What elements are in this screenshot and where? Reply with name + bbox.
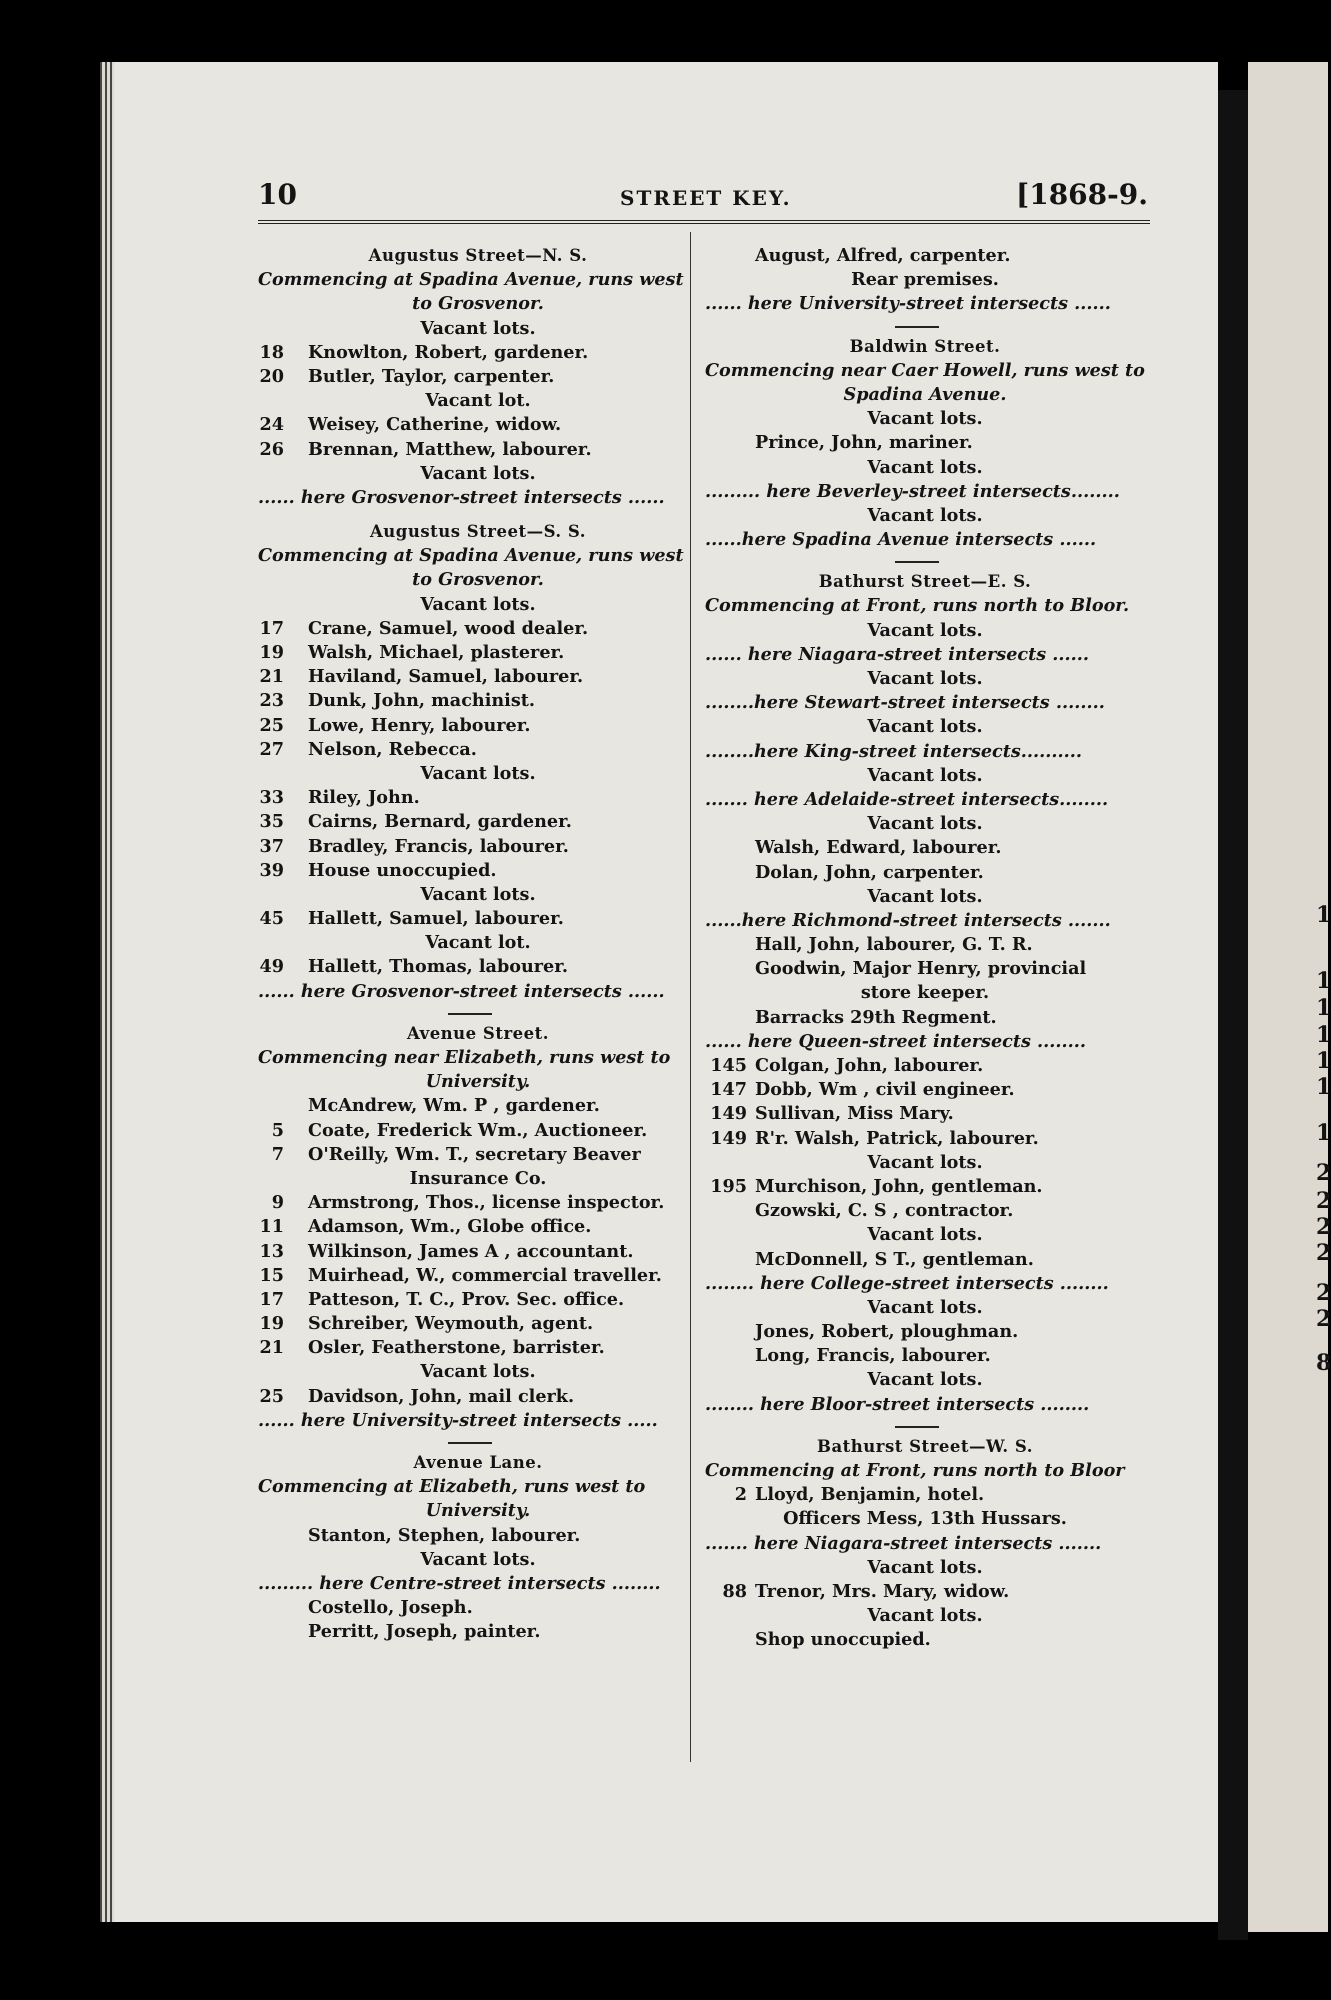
margin-mark: 1 [1316,968,1331,994]
street-heading: Avenue Lane. [413,1453,543,1472]
directory-entry [258,835,698,859]
year-range: [1868-9. [1015,178,1148,211]
page-gutter-shadow [1218,90,1248,1940]
entry-text: Schreiber, Weymouth, agent. [308,1313,594,1335]
house-number: 25 [259,714,284,736]
entry-note: Vacant lots. [867,764,983,786]
directory-entry [258,1264,698,1288]
house-number: 15 [259,1264,284,1286]
directory-entry [258,1336,698,1360]
street-note: to Grosvenor. [412,293,544,315]
street-note: ......here Spadina Avenue intersects ...... [705,529,1097,551]
entry-note: Rear premises. [851,269,999,291]
directory-entry [258,1288,698,1312]
directory-entry [258,413,698,437]
street-note: ......... here Beverley-street intersects........ [705,480,1120,502]
entry-note: Vacant lots. [867,619,983,641]
street-note: ...... here Niagara-street intersects ...... [705,643,1090,665]
directory-entry [258,859,698,883]
street-note: University. [425,1500,531,1522]
section-rule [705,317,1145,335]
rule-mark [448,1013,492,1015]
house-number: 26 [259,438,284,460]
margin-mark: 1 [1316,1048,1331,1074]
house-number: 2 [734,1484,747,1506]
directory-entry [705,1102,1145,1126]
entry-text: Colgan, John, labourer. [755,1055,984,1076]
entry-text: Nelson, Rebecca. [308,738,477,760]
entry-note: Vacant lots. [867,504,983,526]
street-note: Spadina Avenue. [843,383,1007,405]
house-number: 18 [259,341,284,363]
street-note: ......here Richmond-street intersects ....... [705,909,1111,931]
entry-text: O'Reilly, Wm. T., secretary Beaver [308,1143,641,1165]
house-number: 13 [259,1240,284,1262]
street-note: ....... here Adelaide-street intersects........ [705,788,1109,810]
entry-note: Vacant lots. [867,1296,983,1318]
margin-mark: 1 [1316,902,1331,928]
directory-entry [705,1483,1145,1507]
entry-text: Coate, Frederick Wm., Auctioneer. [308,1119,648,1141]
entry-text: Osler, Featherstone, barrister. [308,1337,605,1359]
street-note: ........ here College-street intersects ........ [705,1272,1109,1294]
street-note: ...... here Grosvenor-street intersects ...... [258,486,665,508]
street-note: Commencing near Caer Howell, runs west to [705,359,1145,381]
page-number: 10 [258,178,297,211]
house-number: 9 [271,1192,284,1214]
house-number: 145 [710,1055,747,1076]
section-rule [705,1417,1145,1435]
directory-entry: Gzowski, C. S , contractor. [755,1200,1014,1222]
entry-text: Cairns, Bernard, gardener. [308,811,572,833]
entry-text: House unoccupied. [308,859,497,881]
entry-note: Vacant lots. [867,408,983,430]
entry-note: Vacant lots. [420,883,536,905]
entry-text: Hallett, Thomas, labourer. [308,956,569,978]
directory-entry: Stanton, Stephen, labourer. [308,1524,581,1546]
directory-entry: Long, Francis, labourer. [755,1345,991,1367]
entry-note: store keeper. [860,982,990,1004]
margin-mark: 1 [1316,1022,1331,1048]
entry-text: Adamson, Wm., Globe office. [308,1216,592,1238]
directory-entry: Dolan, John, carpenter. [755,861,984,883]
spacer [258,510,698,520]
street-note: Commencing at Front, runs north to Bloor. [705,595,1130,617]
house-number: 149 [710,1127,747,1149]
house-number: 19 [259,1313,284,1335]
entry-text: Davidson, John, mail clerk. [308,1385,575,1407]
directory-entry [258,955,698,979]
street-note: Commencing at Elizabeth, runs west to [258,1476,646,1498]
directory-entry [258,1191,698,1215]
entry-note: Vacant lots. [867,1369,983,1391]
directory-entry [705,1054,1145,1078]
page-header [258,178,1148,218]
house-number: 11 [259,1216,284,1238]
entry-note: Vacant lots. [867,716,983,738]
adjacent-page-edge [1248,62,1331,1932]
entry-text: Murchison, John, gentleman. [755,1175,1043,1197]
entry-text: Patteson, T. C., Prov. Sec. office. [308,1288,625,1310]
entry-note: Vacant lots. [867,1605,983,1627]
house-number: 21 [259,1337,284,1359]
street-note: University. [425,1071,531,1093]
directory-entry [258,1385,698,1409]
street-note: ...... here University-street intersects ...... [705,293,1111,315]
street-note: ......... here Centre-street intersects ........ [258,1572,661,1594]
entry-note: Vacant lots. [867,1151,983,1173]
street-heading: Augustus Street—N. S. [368,246,588,265]
entry-text: Bradley, Francis, labourer. [308,835,569,857]
house-number: 33 [259,787,284,809]
directory-entry: Costello, Joseph. [308,1597,473,1619]
directory-entry [258,810,698,834]
directory-entry [258,1119,698,1143]
entry-note: Vacant lots. [420,593,536,615]
street-note: ...... here Grosvenor-street intersects ...... [258,980,665,1002]
section-rule [258,1433,698,1451]
entry-note: Vacant lots. [420,462,536,484]
street-heading: Bathurst Street—E. S. [818,572,1032,592]
house-number: 27 [259,738,284,760]
street-note: ...... here Queen-street intersects ........ [705,1030,1087,1052]
page-stack-edge [100,62,114,1922]
left-column [258,244,698,1645]
entry-note: Vacant lots. [867,456,983,478]
entry-text: Dunk, John, machinist. [308,690,536,712]
entry-note: Vacant lots. [420,1548,536,1570]
directory-entry [258,738,698,762]
rule-mark [895,561,939,563]
rule-mark [895,1426,939,1428]
header-rule [258,220,1150,228]
margin-mark: 2 [1316,1160,1331,1186]
directory-entry [258,714,698,738]
entry-note: Officers Mess, 13th Hussars. [783,1508,1067,1530]
entry-text: Muirhead, W., commercial traveller. [308,1264,662,1286]
house-number: 45 [259,908,284,930]
margin-mark: 2 [1316,1240,1331,1266]
directory-entry [258,365,698,389]
directory-entry [705,1580,1145,1604]
entry-text: Brennan, Matthew, labourer. [308,438,592,460]
rule-mark [895,326,939,328]
entry-text: Lowe, Henry, labourer. [308,714,531,736]
directory-entry [258,641,698,665]
street-note: Commencing at Spadina Avenue, runs west [258,269,684,291]
directory-entry: Walsh, Edward, labourer. [755,837,1002,859]
directory-entry [258,1240,698,1264]
entry-text: Dobb, Wm , civil engineer. [755,1079,1015,1101]
entry-text: Armstrong, Thos., license inspector. [308,1192,665,1214]
directory-entry [258,1143,698,1167]
directory-entry [258,617,698,641]
entry-note: Vacant lots. [867,1556,983,1578]
entry-text: Weisey, Catherine, widow. [308,414,562,436]
house-number: 25 [259,1385,284,1407]
entry-note: Vacant lot. [425,932,531,954]
house-number: 35 [259,811,284,833]
entry-note: Vacant lots. [867,813,983,835]
directory-entry [258,1312,698,1336]
directory-entry [258,689,698,713]
house-number: 195 [710,1175,747,1197]
directory-entry [258,341,698,365]
directory-entry [258,1215,698,1239]
right-column [705,244,1145,1653]
margin-mark: 1 [1316,995,1331,1021]
directory-entry: Perritt, Joseph, painter. [308,1621,541,1643]
entry-note: Vacant lots. [420,317,536,339]
margin-mark: 2 [1316,1280,1331,1306]
house-number: 37 [259,835,284,857]
street-note: ...... here University-street intersects ..... [258,1409,658,1431]
entry-note: Vacant lot. [425,390,531,412]
house-number: 19 [259,642,284,663]
directory-entry [705,1175,1145,1199]
margin-mark: 2 [1316,1188,1331,1214]
directory-entry [258,665,698,689]
entry-note: Vacant lots. [420,1361,536,1383]
street-note: Commencing at Spadina Avenue, runs west [258,545,684,567]
street-heading: Baldwin Street. [849,336,1001,356]
directory-entry: Shop unoccupied. [755,1629,931,1651]
rule-mark [448,1442,492,1444]
entry-text: Sullivan, Miss Mary. [755,1103,954,1125]
entry-text: Butler, Taylor, carpenter. [308,365,555,387]
section-rule [258,1004,698,1022]
entry-text: Knowlton, Robert, gardener. [308,341,589,363]
directory-entry: Goodwin, Major Henry, provincial [755,958,1087,980]
entry-text: Crane, Samuel, wood dealer. [308,617,589,639]
entry-text: R'r. Walsh, Patrick, labourer. [755,1127,1039,1149]
street-note: ........here King-street intersects.......... [705,740,1083,762]
house-number: 147 [710,1079,747,1101]
directory-entry: Barracks 29th Regment. [755,1006,997,1028]
street-heading: Augustus Street—S. S. [369,522,586,542]
margin-mark: 1 [1316,1120,1331,1146]
directory-entry [258,438,698,462]
directory-entry [258,786,698,810]
entry-text: Trenor, Mrs. Mary, widow. [755,1580,1010,1602]
directory-entry: Jones, Robert, ploughman. [755,1321,1019,1343]
directory-entry: McDonnell, S T., gentleman. [755,1248,1034,1270]
margin-mark: 1 [1316,1074,1331,1100]
street-note: Commencing at Front, runs north to Bloor [705,1460,1125,1481]
entry-text: Lloyd, Benjamin, hotel. [755,1484,985,1506]
house-number: 20 [259,365,284,387]
house-number: 49 [259,956,284,978]
entry-text: Riley, John. [308,787,420,809]
directory-entry [705,1078,1145,1102]
entry-text: Walsh, Michael, plasterer. [308,642,565,663]
directory-entry: Hall, John, labourer, G. T. R. [755,934,1033,956]
directory-entry [705,1127,1145,1151]
margin-mark: 2 [1316,1214,1331,1240]
house-number: 7 [271,1143,284,1165]
entry-note: Vacant lots. [867,885,983,907]
entry-note: Vacant lots. [420,762,536,784]
house-number: 23 [259,690,284,712]
house-number: 88 [722,1580,747,1602]
street-heading: Bathurst Street—W. S. [817,1436,1033,1456]
street-heading: Avenue Street. [406,1023,550,1043]
running-head: STREET KEY. [620,186,792,210]
entry-note: Insurance Co. [409,1167,547,1189]
directory-entry: Prince, John, mariner. [755,432,973,454]
house-number: 21 [259,666,284,688]
house-number: 17 [259,617,284,639]
entry-text: Haviland, Samuel, labourer. [308,666,584,688]
directory-entry [258,907,698,931]
house-number: 149 [710,1103,747,1125]
house-number: 24 [259,414,284,436]
entry-note: Vacant lots. [867,668,983,689]
street-note: ........ here Bloor-street intersects ........ [705,1393,1090,1415]
street-note: ........here Stewart-street intersects ........ [705,692,1105,714]
margin-mark: 8 [1316,1350,1331,1376]
section-rule [705,552,1145,570]
house-number: 39 [259,859,284,881]
entry-text: Wilkinson, James A , accountant. [308,1240,634,1262]
directory-entry: McAndrew, Wm. P , gardener. [308,1095,600,1117]
margin-mark: 2 [1316,1306,1331,1332]
entry-note: Vacant lots. [867,1224,983,1246]
entry-text: Hallett, Samuel, labourer. [308,908,564,930]
street-note: Commencing near Elizabeth, runs west to [258,1047,671,1068]
street-note: ....... here Niagara-street intersects ....... [705,1532,1102,1554]
street-note: to Grosvenor. [412,569,544,591]
directory-entry: August, Alfred, carpenter. [755,245,1011,266]
house-number: 17 [259,1288,284,1310]
house-number: 5 [271,1119,284,1141]
